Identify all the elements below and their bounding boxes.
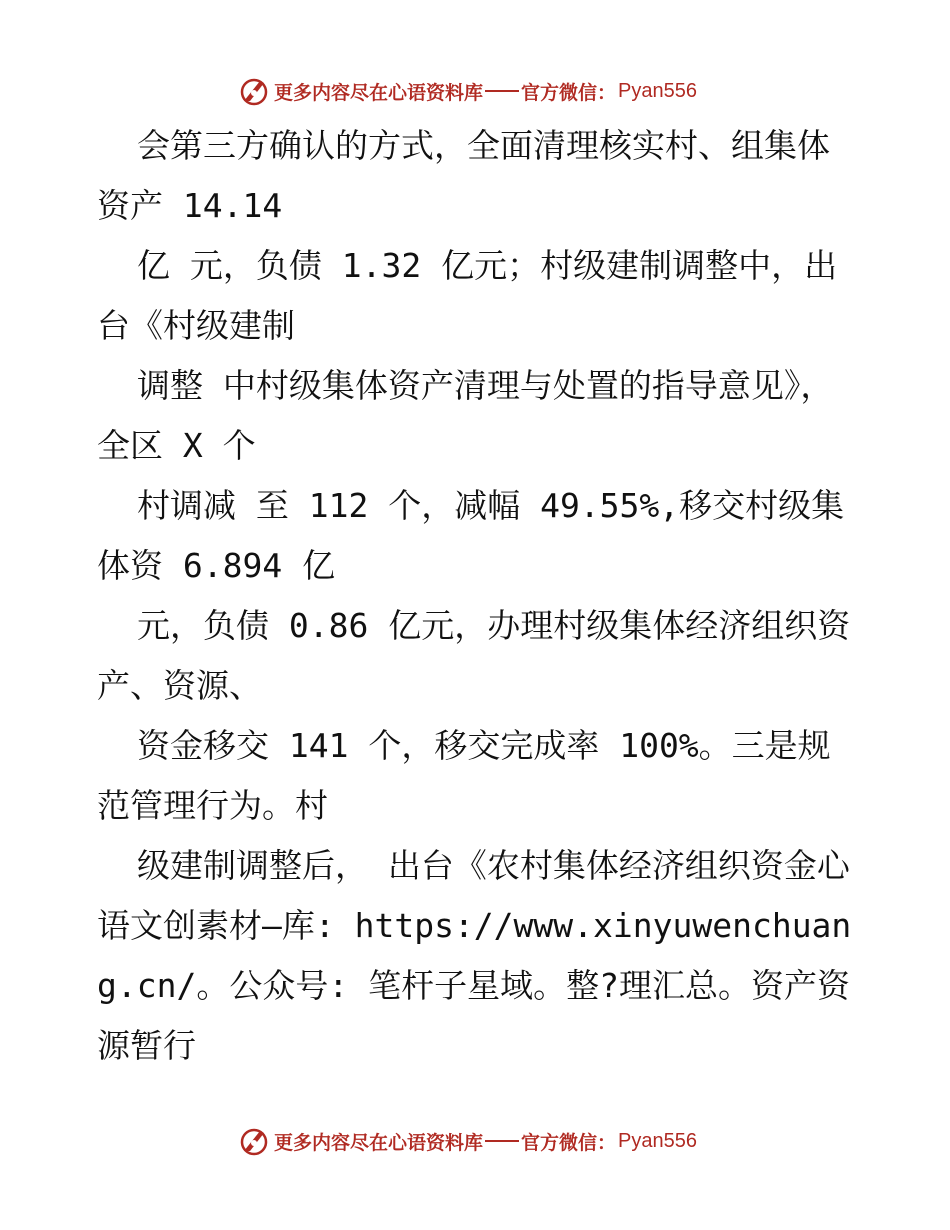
watermark-id: Pyan556: [618, 79, 697, 102]
watermark-suffix: 官方微信：: [521, 1131, 617, 1154]
footer-watermark: [238, 1124, 697, 1158]
watermark-text: 更多内容尽在心语资料库: [274, 81, 484, 104]
watermark-dash: [485, 90, 519, 92]
paragraph: 元，负债 0.86 亿元，办理村级集体经济组织资产、资源、: [97, 606, 851, 705]
watermark-text: 更多内容尽在心语资料库: [274, 1131, 484, 1154]
watermark-suffix: 官方微信：: [521, 81, 617, 104]
paragraph: 调整 中村级集体资产清理与处置的指导意见》，全区 X 个: [97, 366, 834, 465]
quill-circle-icon: [238, 75, 270, 107]
paragraph: 亿 元，负债 1.32 亿元；村级建制调整中，出台《村级建制: [97, 246, 838, 345]
quill-circle-icon: [238, 1125, 270, 1157]
body-text: [97, 116, 857, 1076]
paragraph: 会第三方确认的方式，全面清理核实村、组集体资产 14.14: [97, 126, 830, 225]
watermark-dash: [485, 1140, 519, 1142]
paragraph: 村调减 至 112 个，减幅 49.55%,移交村级集体资 6.894 亿: [97, 486, 845, 585]
paragraph: 级建制调整后， 出台《农村集体经济组织资金心语文创素材—库: https://www.xinyuwenchuang.cn/。公众号: 笔杆子星域。整?理汇总。资产资源暂行: [97, 846, 852, 1065]
paragraph: 资金移交 141 个，移交完成率 100%。三是规范管理行为。村: [97, 726, 831, 825]
watermark-id: Pyan556: [618, 1129, 697, 1152]
header-watermark: [238, 74, 697, 108]
